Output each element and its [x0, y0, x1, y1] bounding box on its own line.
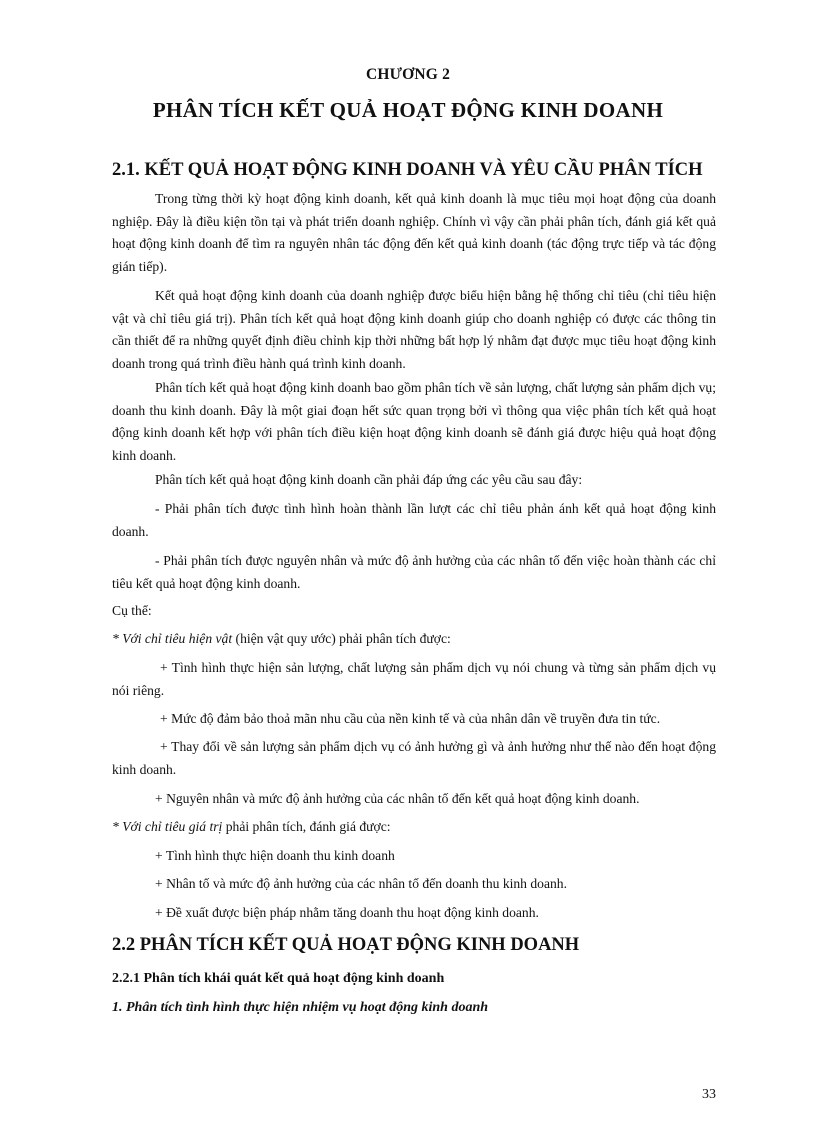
page-number: 33 [702, 1087, 716, 1102]
emphasis-physical-indicator: * Với chỉ tiêu hiện vật [112, 631, 233, 646]
paragraph-1: Trong từng thời kỳ hoạt động kinh doanh, kết quả kinh doanh là mục tiêu mọi hoạt động của doanh nghiệp. Đây là điều kiện tồn tại và phát triển doanh nghiệp. Chính vì vậy cần phải phân tích, đánh giá kết quả hoạt động kinh doanh để tìm ra nguyên nhân tác động đến kết quả kinh doanh (tác động trực tiếp và tác động gián tiếp). [112, 191, 716, 274]
subsection-heading-2-2-1: 2.2.1 Phân tích khái quát kết quả hoạt động kinh doanh [112, 971, 445, 986]
item-heading-1: 1. Phân tích tình hình thực hiện nhiệm vụ hoạt động kinh doanh [112, 1000, 489, 1015]
paragraph-12: + Nguyên nhân và mức độ ảnh hưởng của các nhân tố đến kết quả hoạt động kinh doanh. [155, 791, 640, 806]
paragraph-3: Phân tích kết quả hoạt động kinh doanh bao gồm phân tích về sản lượng, chất lượng sản phẩm dịch vụ; doanh thu kinh doanh. Đây là một giai đoạn hết sức quan trọng bởi vì thông qua việc phân tích kết quả hoạt động kinh doanh kết hợp với phân tích điều kiện hoạt động kinh doanh sẽ đánh giá được hiệu quả hoạt động kinh doanh. [112, 380, 716, 463]
paragraph-13-text: phải phân tích, đánh giá được: [222, 819, 391, 834]
paragraph-15: + Nhân tố và mức độ ảnh hưởng của các nhân tố đến doanh thu kinh doanh. [155, 876, 568, 891]
paragraph-13 [112, 816, 716, 839]
chapter-title: PHÂN TÍCH KẾT QUẢ HOẠT ĐỘNG KINH DOANH [152, 98, 664, 122]
paragraph-14: + Tình hình thực hiện doanh thu kinh doanh [155, 848, 395, 863]
paragraph-8 [112, 628, 716, 651]
paragraph-7: Cụ thể: [112, 603, 152, 618]
paragraph-6: - Phải phân tích được nguyên nhân và mức độ ảnh hưởng của các nhân tố đến việc hoàn thành các chỉ tiêu kết quả hoạt động kinh doanh. [112, 553, 716, 591]
section-heading-2-1: 2.1. KẾT QUẢ HOẠT ĐỘNG KINH DOANH VÀ YÊU CẦU PHÂN TÍCH [112, 160, 703, 180]
paragraph-8-text: (hiện vật quy ước) phải phân tích được: [232, 631, 451, 646]
emphasis-value-indicator: * Với chỉ tiêu giá trị [112, 819, 223, 834]
section-heading-2-2: 2.2 PHÂN TÍCH KẾT QUẢ HOẠT ĐỘNG KINH DOANH [112, 935, 580, 955]
paragraph-10: + Mức độ đảm bảo thoả mãn nhu cầu của nền kinh tế và của nhân dân về truyền đưa tin tức. [160, 711, 661, 726]
paragraph-16: + Đề xuất được biện pháp nhằm tăng doanh thu hoạt động kinh doanh. [155, 905, 539, 920]
paragraph-11: + Thay đổi về sản lượng sản phẩm dịch vụ có ảnh hưởng gì và ảnh hưởng như thế nào đến hoạt động kinh doanh. [112, 739, 716, 777]
paragraph-5: - Phải phân tích được tình hình hoàn thành lần lượt các chỉ tiêu phản ánh kết quả hoạt động kinh doanh. [112, 501, 716, 539]
paragraph-2: Kết quả hoạt động kinh doanh của doanh nghiệp được biểu hiện bằng hệ thống chỉ tiêu (chỉ tiêu hiện vật và chỉ tiêu giá trị). Phân tích kết quả hoạt động kinh doanh giúp cho doanh nghiệp có được các thông tin cần thiết để ra những quyết định điều chỉnh kịp thời những bất hợp lý nhằm đạt được mục tiêu hoạt động kinh doanh trong quá trình điều hành quá trình kinh doanh. [112, 288, 716, 371]
chapter-label: CHƯƠNG 2 [365, 66, 451, 83]
paragraph-9: + Tình hình thực hiện sản lượng, chất lượng sản phẩm dịch vụ nói chung và từng sản phẩm dịch vụ nói riêng. [112, 660, 716, 698]
paragraph-4: Phân tích kết quả hoạt động kinh doanh cần phải đáp ứng các yêu cầu sau đây: [155, 472, 583, 487]
